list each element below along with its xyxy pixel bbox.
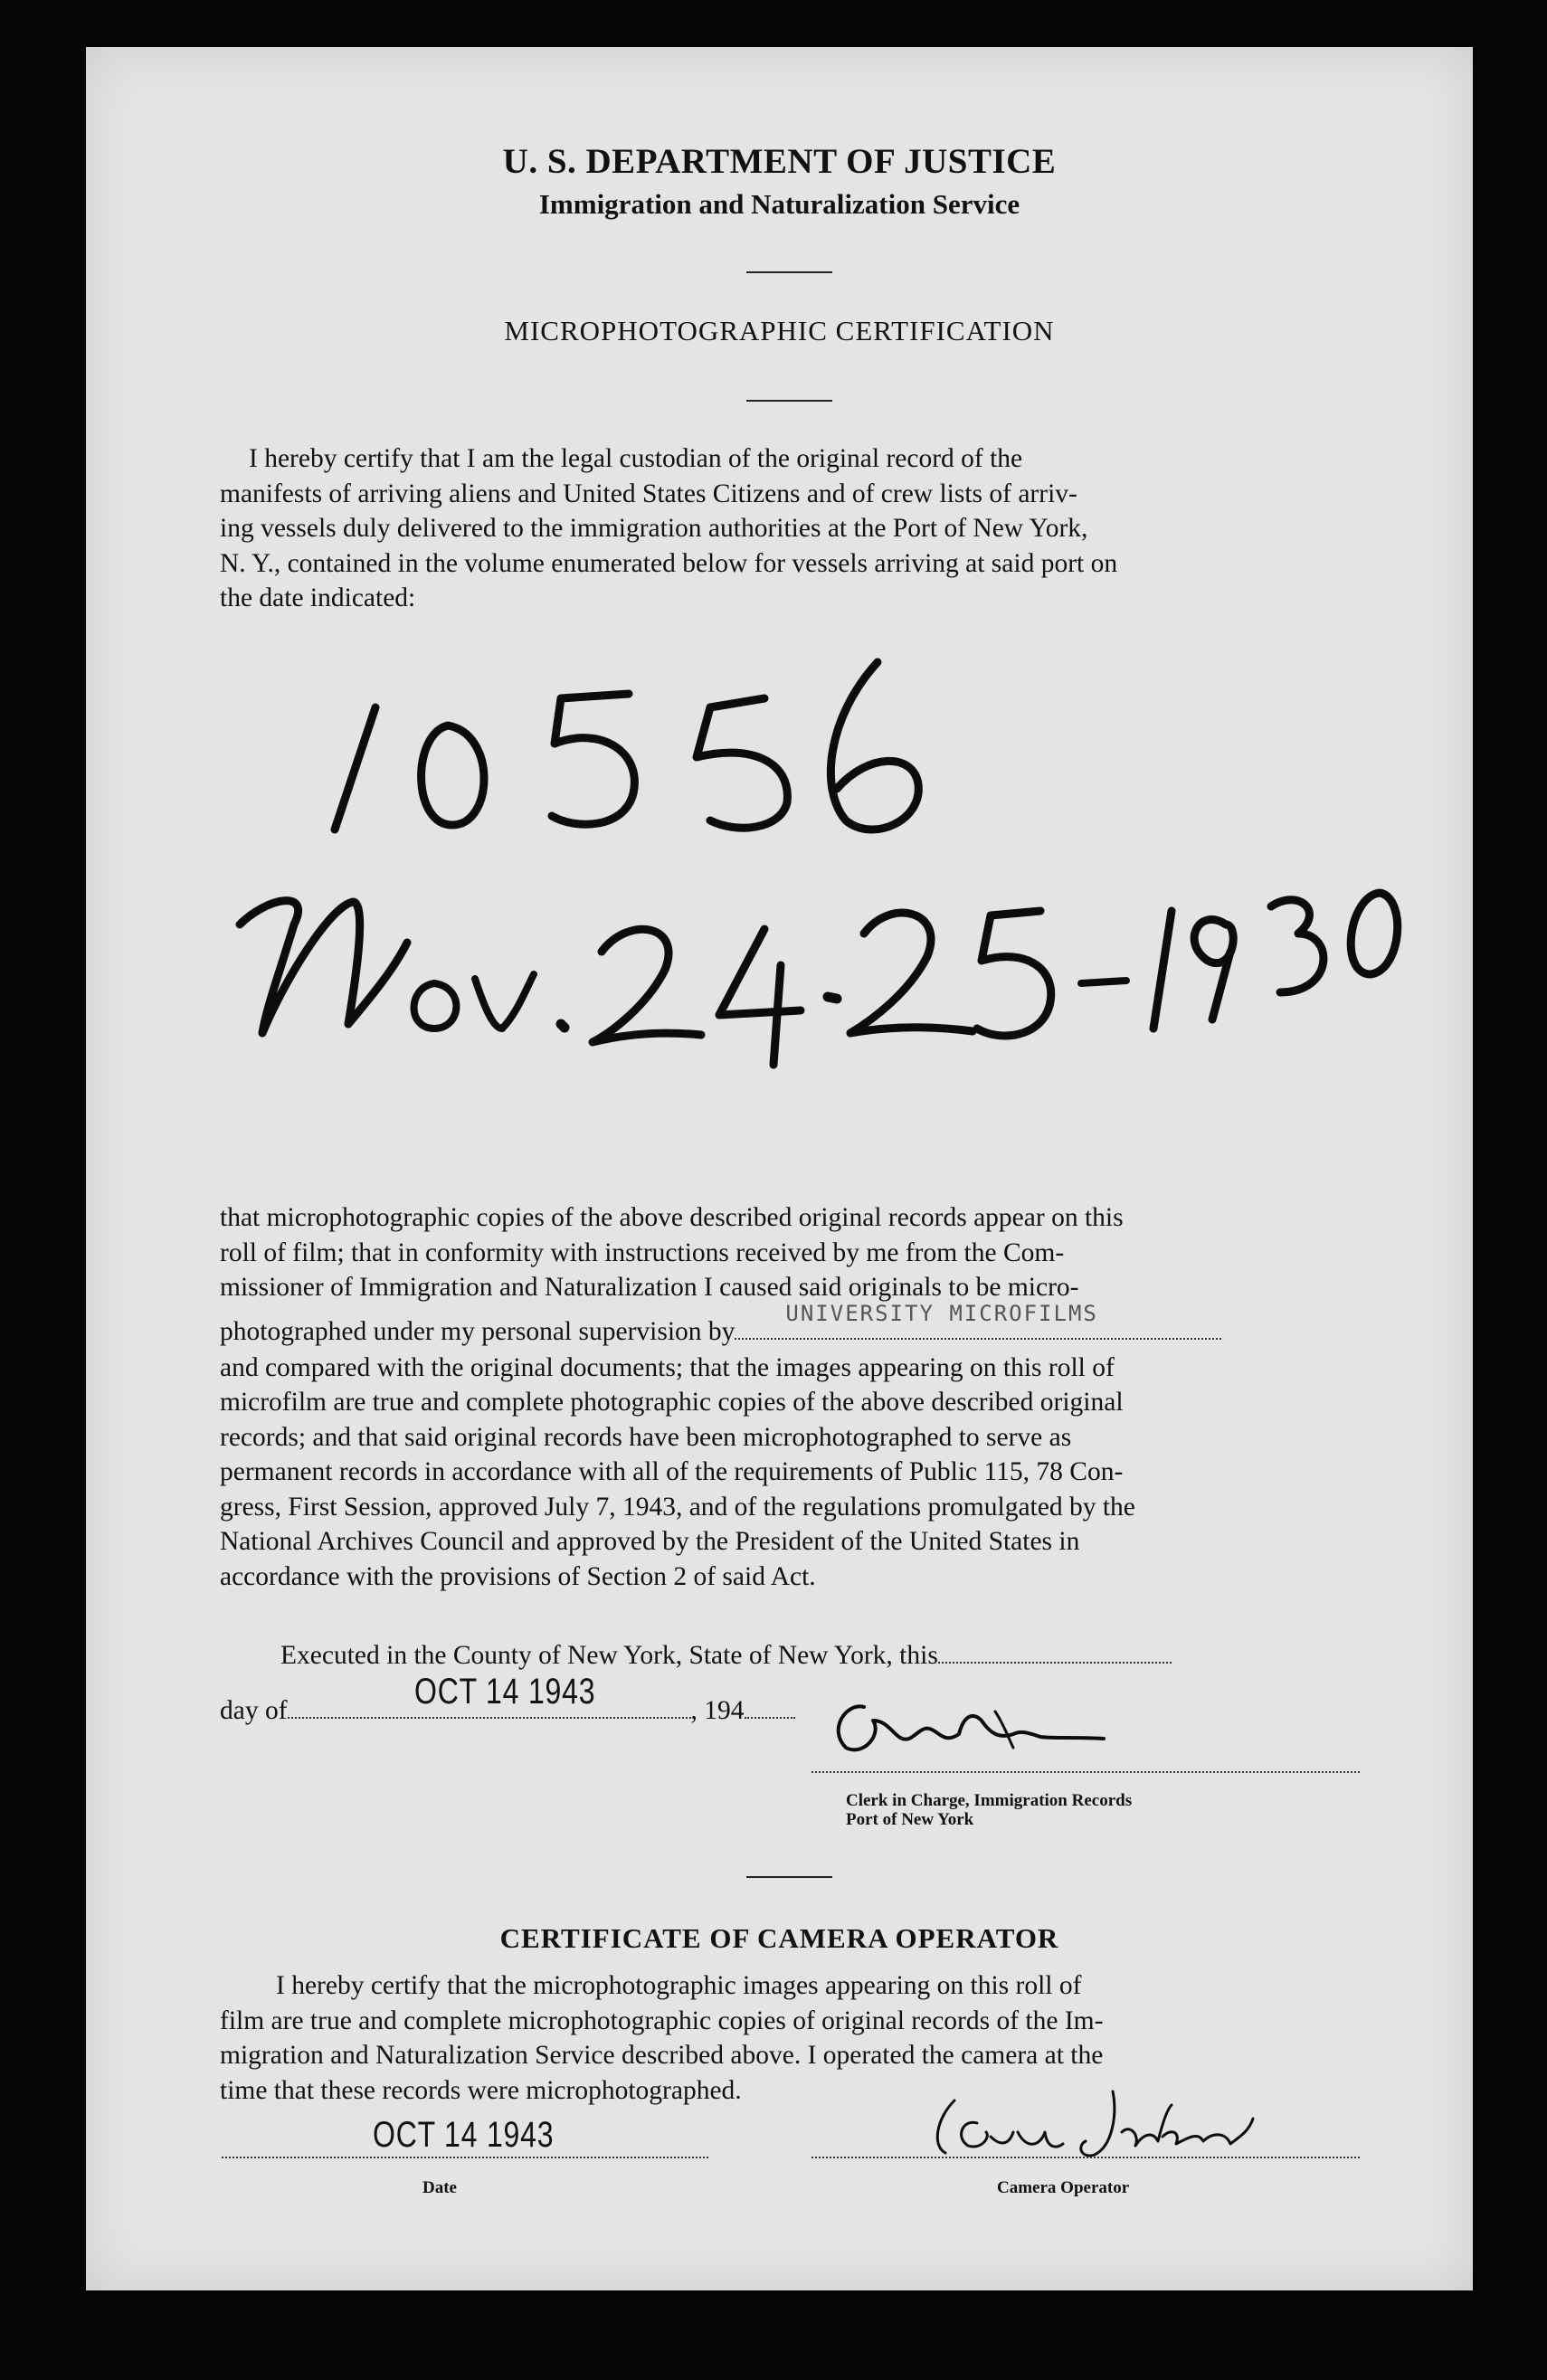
operator-signature-line [811, 2157, 1360, 2158]
service-subheading: Immigration and Naturalization Service [538, 188, 1020, 220]
document-title: MICROPHOTOGRAPHIC CERTIFICATION [504, 315, 1055, 346]
handwritten-volume-number [285, 608, 1190, 861]
intro-line: the date indicated: [220, 583, 416, 612]
camera-certificate-title: CERTIFICATE OF CAMERA OPERATOR [499, 1922, 1059, 1954]
supervisor-field [735, 1300, 1221, 1340]
supervision-line: photographed under my personal supervision by UNIVERSITY MICROFILMS [220, 1314, 1361, 1351]
operator-signature [891, 2082, 1289, 2164]
executed-day-field [938, 1662, 1172, 1664]
intro-line: ing vessels duly delivered to the immigration authorities at the Port of New York, [220, 514, 1088, 543]
clerk-signature-ink [810, 1684, 1108, 1766]
year-field [745, 1717, 795, 1719]
handwritten-dates [213, 825, 1407, 1069]
clerk-signature [810, 1684, 1108, 1766]
body-line: that microphotographic copies of the above described original records appear on this [220, 1203, 1124, 1232]
intro-line: manifests of arriving aliens and United States Citizens and of crew lists of arriv- [220, 479, 1077, 508]
body-line: gress, First Session, approved July 7, 1943, and of the regulations promulgated by the [220, 1492, 1135, 1522]
camera-date-stamp: OCT 14 1943 [373, 2115, 555, 2155]
operator-signature-ink [891, 2082, 1289, 2164]
divider-middle [746, 400, 832, 402]
camera-line: migration and Naturalization Service described above. I operated the camera at the [220, 2041, 1104, 2070]
intro-line: I hereby certify that I am the legal custodian of the original record of the [249, 444, 1023, 473]
day-of-line: day of OCT 14 1943 , 194 [220, 1695, 795, 1726]
body-line: National Archives Council and approved by the President of the United States in [220, 1527, 1080, 1556]
supervisor-stamp: UNIVERSITY MICROFILMS [785, 1300, 1098, 1326]
intro-paragraph [220, 441, 1361, 616]
body-line: accordance with the provisions of Section 2 of said Act. [220, 1561, 816, 1591]
date-label: Date [422, 2178, 457, 2197]
volume-number-ink [285, 608, 1190, 861]
body-line: roll of film; that in conformity with instructions received by me from the Com- [220, 1237, 1065, 1267]
divider-bottom [746, 1876, 832, 1878]
body-line: and compared with the original documents; that the images appearing on this roll of [220, 1352, 1115, 1382]
body-line: permanent records in accordance with all of the requirements of Public 115, 78 Con- [220, 1457, 1124, 1486]
divider-top [746, 271, 832, 273]
body-line: records; and that said original records have been microphotographed to serve as [220, 1422, 1072, 1452]
body-line: missioner of Immigration and Naturalization I caused said originals to be micro- [220, 1273, 1079, 1302]
camera-date-line [222, 2157, 708, 2158]
camera-line: I hereby certify that the microphotographic images appearing on this roll of [276, 1971, 1082, 2000]
clerk-signature-line [811, 1771, 1360, 1773]
camera-line: time that these records were microphotographed. [220, 2075, 742, 2105]
operator-label: Camera Operator [997, 2178, 1130, 2197]
body-line: microfilm are true and complete photographic copies of the above described original [220, 1388, 1124, 1417]
department-heading: U. S. DEPARTMENT OF JUSTICE [502, 142, 1057, 181]
executed-line: Executed in the County of New York, State of New York, this [280, 1641, 1172, 1671]
clerk-title: Clerk in Charge, Immigration Records Port of New York [846, 1791, 1133, 1829]
execution-date-stamp: OCT 14 1943 [413, 1672, 595, 1712]
camera-line: film are true and complete microphotographic copies of original records of the Im- [220, 2005, 1104, 2035]
intro-line: N. Y., contained in the volume enumerated below for vessels arriving at said port on [220, 548, 1118, 578]
dates-ink [213, 825, 1407, 1069]
body-paragraph [220, 1200, 1361, 1594]
certification-document [86, 47, 1473, 2290]
